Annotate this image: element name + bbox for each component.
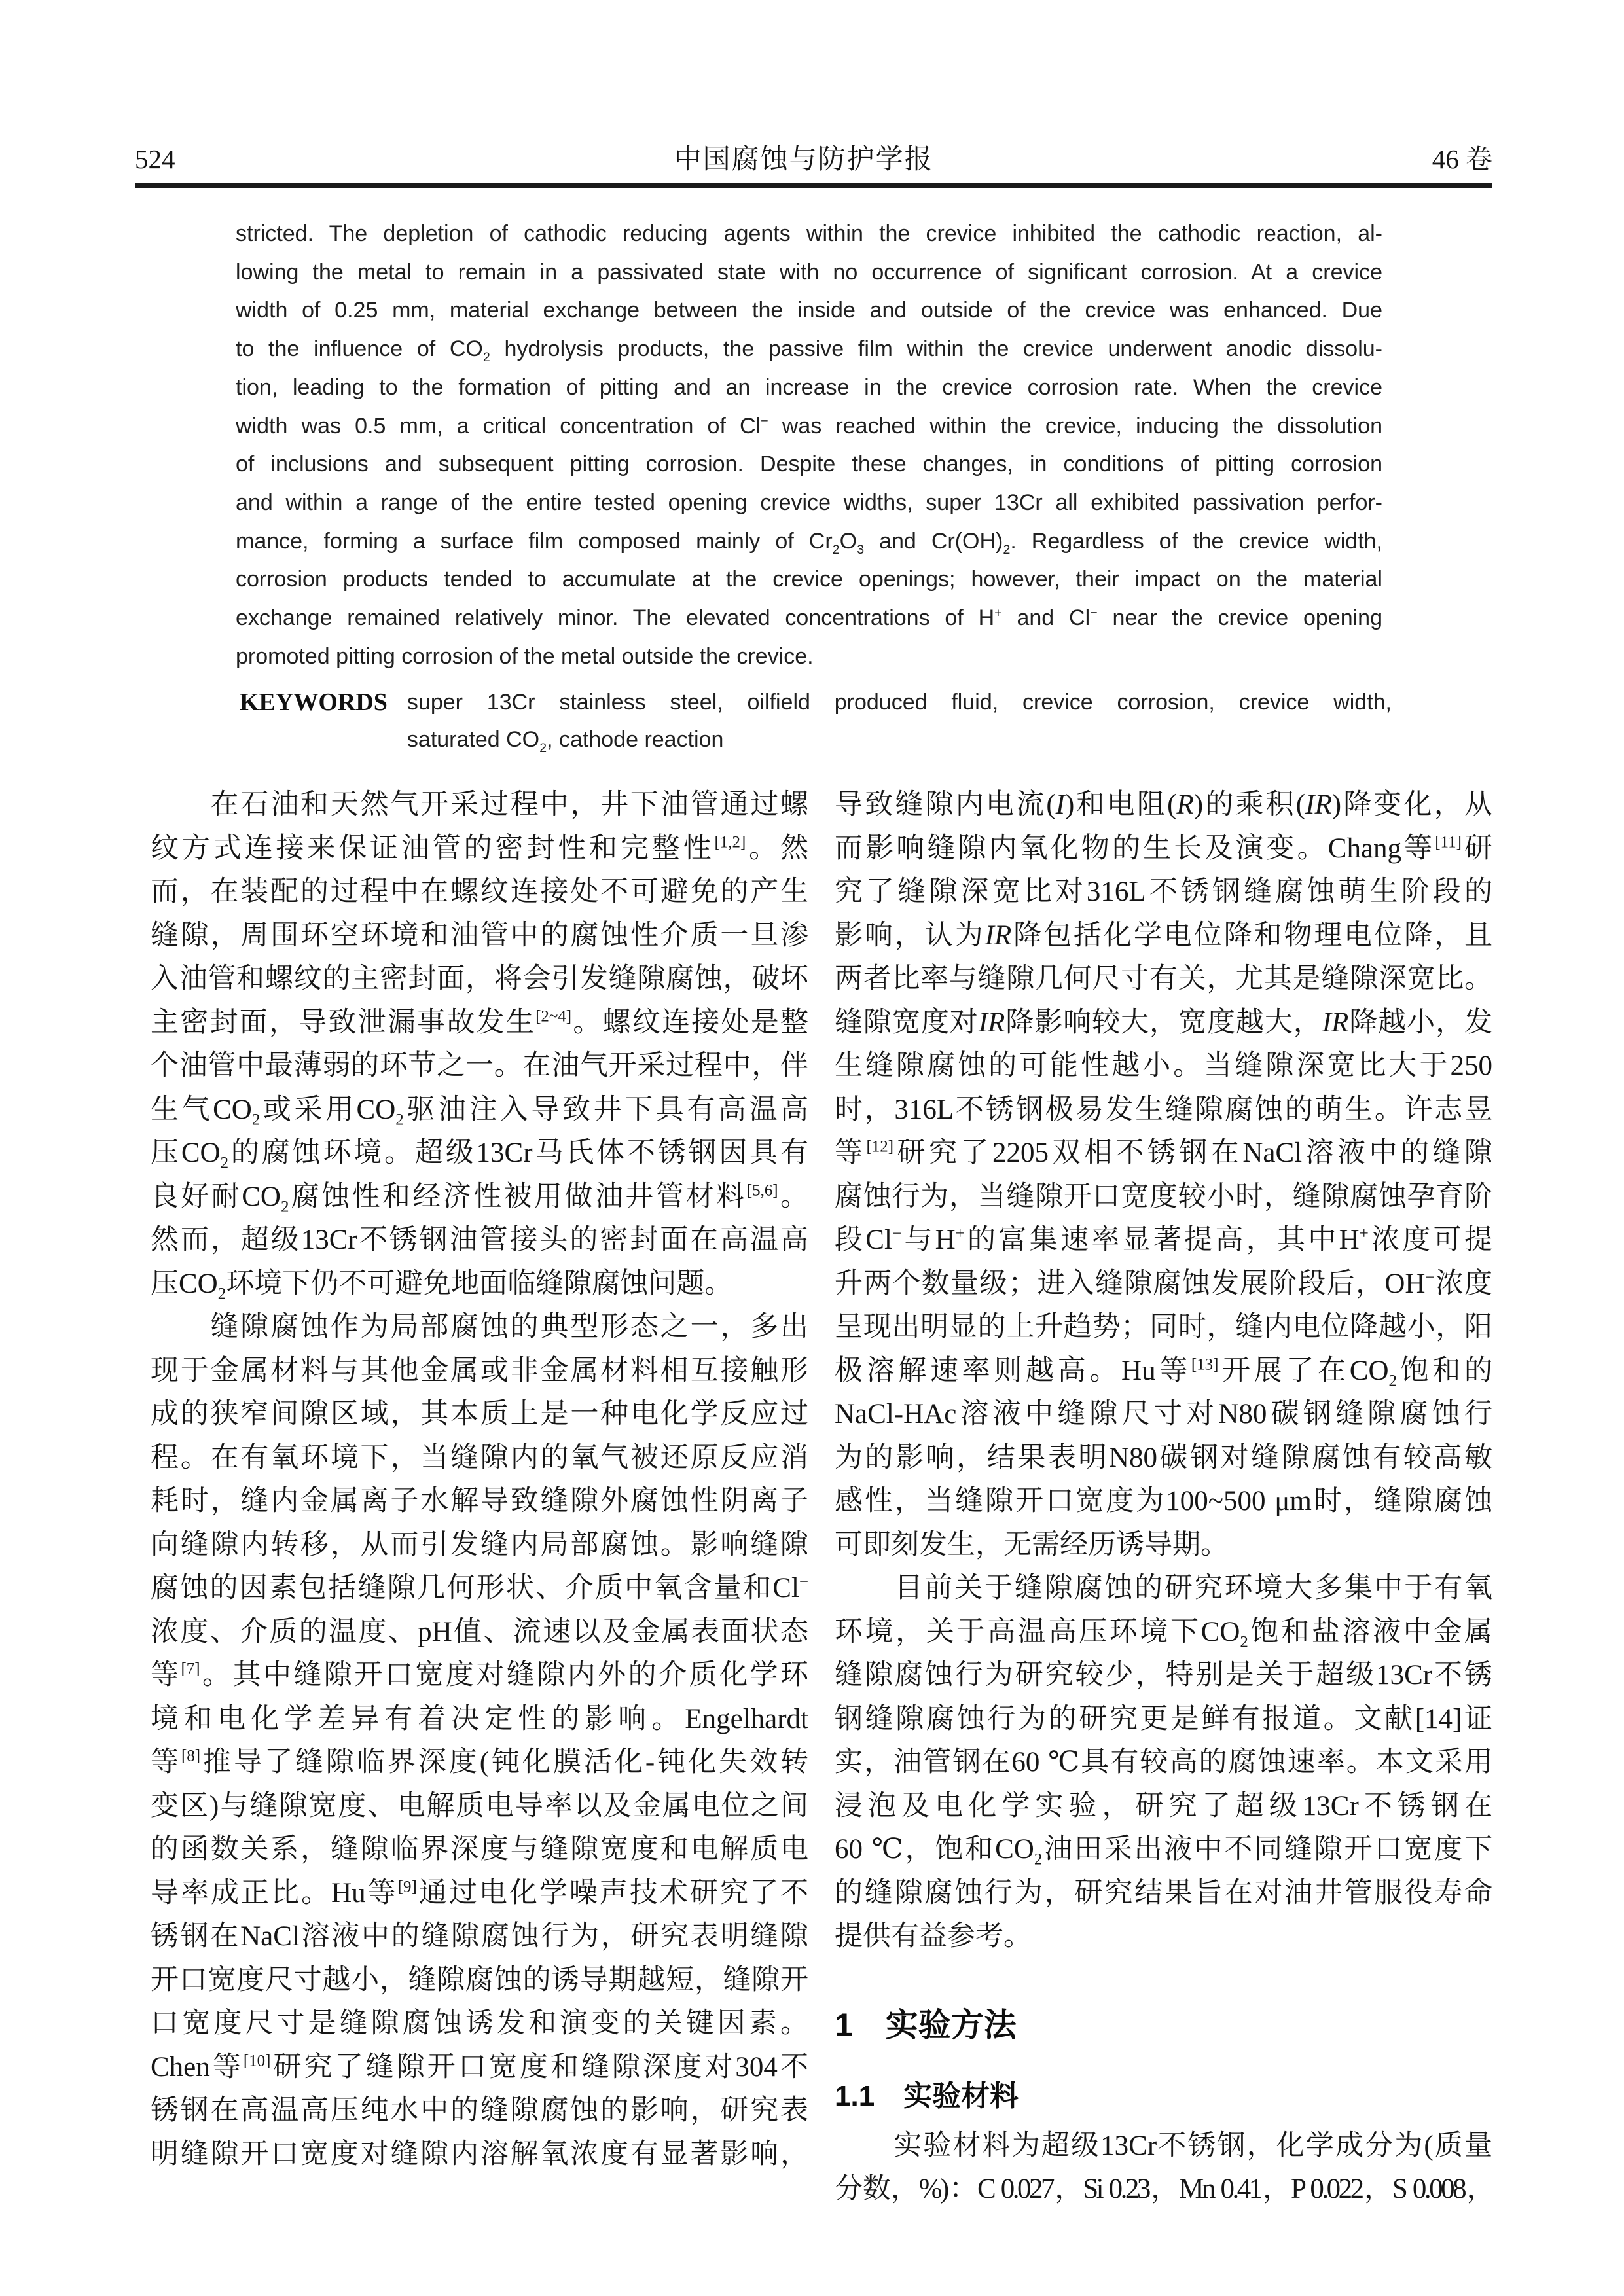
text-line: 向缝隙内转移，从而引发缝内局部腐蚀。影响缝隙 bbox=[151, 1529, 808, 1560]
text-line: and within a range of the entire tested opening crevice widths, super 13Cr all exhibited passivation perfor- bbox=[236, 490, 1382, 515]
text-line: 两者比率与缝隙几何尺寸有关，尤其是缝隙深宽比。 bbox=[835, 963, 1492, 994]
text-line: 明缝隙开口宽度对缝隙内溶解氧浓度有显著影响， bbox=[151, 2138, 808, 2170]
text-line: 腐蚀的因素包括缝隙几何形状、介质中氧含量和Cl− bbox=[151, 1573, 808, 1604]
text-line: tion, leading to the formation of pitting and an increase in the crevice corrosion rate. When the crevice bbox=[236, 374, 1382, 400]
text-line: 为的影响，结果表明N80碳钢对缝隙腐蚀有较高敏 bbox=[835, 1442, 1492, 1473]
text-line: 个油管中最薄弱的环节之一。在油气开采过程中，伴 bbox=[151, 1050, 808, 1081]
text-line: 呈现出明显的上升趋势；同时，缝内电位降越小，阳 bbox=[835, 1312, 1492, 1342]
text-line: 压$CO_2$环境下仍不可避免地面临缝隙腐蚀问题。 bbox=[151, 1268, 733, 1303]
text-line: 腐蚀行为，当缝隙开口宽度较小时，缝隙腐蚀孕育阶 bbox=[835, 1181, 1492, 1212]
text-line: 可即刻发生，无需经历诱导期。 bbox=[835, 1529, 1229, 1560]
abstract-continuation bbox=[236, 215, 1382, 675]
text-line: 感性，当缝隙开口宽度为100~500 μm时，缝隙腐蚀 bbox=[835, 1486, 1492, 1516]
text-line: 环境，关于高温高压环境下$CO_2$饱和盐溶液中金属 bbox=[835, 1616, 1493, 1651]
text-line: 提供有益参考。 bbox=[835, 1921, 1032, 1952]
text-line: 等[8]推导了缝隙临界深度(钝化膜活化-钝化失效转 bbox=[151, 1747, 808, 1778]
page-header bbox=[135, 143, 1492, 176]
text-line: super 13Cr stainless steel, oilfield produced fluid, crevice corrosion, crevice width, bbox=[406, 690, 1392, 715]
right-column bbox=[835, 783, 1492, 2212]
keywords-text bbox=[407, 684, 1392, 759]
text-line: 主密封面，导致泄漏事故发生[2~4]。螺纹连接处是整 bbox=[151, 1007, 809, 1038]
text-line: 入油管和螺纹的主密封面，将会引发缝隙腐蚀，破坏 bbox=[151, 963, 808, 994]
text-line: 而，在装配的过程中在螺纹连接处不可避免的产生 bbox=[151, 876, 808, 907]
text-line: 现于金属材料与其他金属或非金属材料相互接触形 bbox=[151, 1355, 808, 1386]
journal-title: 中国腐蚀与防护学报 bbox=[674, 145, 933, 175]
text-line: 而影响缝隙内氧化物的生长及演变。Chang等[11]研 bbox=[835, 833, 1492, 864]
text-line: 开口宽度尺寸越小，缝隙腐蚀的诱导期越短，缝隙开 bbox=[151, 1964, 808, 1996]
section-1-1-heading: 1.1 实验材料 bbox=[835, 2079, 1019, 2112]
materials-paragraph bbox=[835, 2125, 1492, 2212]
text-line: stricted. The depletion of cathodic reducing agents within the crevice inhibited the cathodic reaction, al- bbox=[236, 221, 1382, 246]
text-line: 等[12]研究了2205双相不锈钢在NaCl溶液中的缝隙 bbox=[835, 1138, 1492, 1168]
text-line: 60 ℃，饱和$CO_2$油田采出液中不同缝隙开口宽度下 bbox=[835, 1834, 1492, 1869]
keywords-section bbox=[240, 684, 1392, 759]
text-line: 缝隙，周围环空环境和油管中的腐蚀性介质一旦渗 bbox=[151, 920, 808, 951]
text-line: 导率成正比。Hu等[9]通过电化学噪声技术研究了不 bbox=[151, 1877, 809, 1909]
text-line: 分数，%)：C 0.027，Si 0.23，Mn 0.41，P 0.022，S 0.008， bbox=[835, 2174, 1492, 2204]
text-line: 段Cl−与H+的富集速率显著提高，其中H+浓度可提 bbox=[835, 1225, 1492, 1255]
text-line: 影响，认为IR降包括化学电位降和物理电位降，且 bbox=[835, 920, 1493, 951]
volume-label: 46 卷 bbox=[1432, 144, 1492, 174]
right-column-text bbox=[835, 783, 1492, 1959]
text-line: of inclusions and subsequent pitting corrosion. Despite these changes, in conditions of pitting corrosion bbox=[236, 452, 1382, 477]
text-line: 导致缝隙内电流(I)和电阻(R)的乘积(IR)降变化，从 bbox=[835, 789, 1493, 820]
text-line: 变区)与缝隙宽度、电解质电导率以及金属电位之间 bbox=[151, 1790, 808, 1821]
text-line: 成的狭窄间隙区域，其本质上是一种电化学反应过 bbox=[151, 1399, 808, 1429]
text-line: NaCl-HAc溶液中缝隙尺寸对N80碳钢缝隙腐蚀行 bbox=[835, 1399, 1492, 1429]
text-line: 缝隙腐蚀行为研究较少，特别是关于超级13Cr不锈 bbox=[835, 1660, 1492, 1691]
text-line: 实，油管钢在60 ℃具有较高的腐蚀速率。本文采用 bbox=[835, 1747, 1492, 1778]
text-line: 时，316L不锈钢极易发生缝隙腐蚀的萌生。许志昱 bbox=[835, 1094, 1492, 1125]
text-line: 生气$CO_2$或采用$CO_2$驱油注入导致井下具有高温高 bbox=[151, 1094, 809, 1129]
text-line: Chen等[10]研究了缝隙开口宽度和缝隙深度对304不 bbox=[151, 2051, 808, 2083]
text-line: 缝隙宽度对IR降影响较大，宽度越大，IR降越小，发 bbox=[835, 1007, 1493, 1038]
text-line: 然而，超级13Cr不锈钢油管接头的密封面在高温高 bbox=[151, 1225, 808, 1255]
text-line: 锈钢在NaCl溶液中的缝隙腐蚀行为，研究表明缝隙 bbox=[151, 1921, 808, 1952]
text-line: width was 0.5 mm, a critical concentration of Cl− was reached within the crevice, inducing the dissolution bbox=[236, 413, 1382, 439]
text-line: 极溶解速率则越高。Hu等[13]开展了在$CO_2$饱和的 bbox=[835, 1355, 1493, 1390]
text-line: 钢缝隙腐蚀行为的研究更是鲜有报道。文献[14]证 bbox=[835, 1703, 1492, 1734]
section-1-heading: 1 实验方法 bbox=[835, 2006, 1017, 2043]
header-rule bbox=[135, 183, 1492, 188]
text-line: 程。在有氧环境下，当缝隙内的氧气被还原反应消 bbox=[151, 1442, 808, 1473]
text-line: 压$CO_2$的腐蚀环境。超级13Cr马氏体不锈钢因具有 bbox=[151, 1138, 809, 1172]
article-body bbox=[151, 783, 1492, 2212]
text-line: 目前关于缝隙腐蚀的研究环境大多集中于有氧 bbox=[835, 1573, 1492, 1604]
page-number: 524 bbox=[135, 144, 175, 174]
left-column bbox=[151, 783, 808, 2212]
keywords-label: KEYWORDS bbox=[240, 689, 388, 716]
text-line: 纹方式连接来保证油管的密封性和完整性[1,2]。然 bbox=[151, 833, 809, 864]
text-line: 生缝隙腐蚀的可能性越小。当缝隙深宽比大于250 bbox=[835, 1050, 1492, 1081]
text-line: 浓度、介质的温度、pH值、流速以及金属表面状态 bbox=[151, 1616, 808, 1647]
text-line: 口宽度尺寸是缝隙腐蚀诱发和演变的关键因素。 bbox=[151, 2008, 808, 2039]
text-line: saturated $CO_2$, cathode reaction bbox=[406, 727, 724, 755]
text-line: to the influence of $CO_2$ hydrolysis products, the passive film within the crevice underwent anodic dissolu- bbox=[236, 336, 1382, 365]
text-line: corrosion products tended to accumulate at the crevice openings; however, their impact on the material bbox=[236, 567, 1382, 592]
text-line: promoted pitting corrosion of the metal outside the crevice. bbox=[236, 643, 814, 669]
text-line: 良好耐$CO_2$腐蚀性和经济性被用做油井管材料[5,6]。 bbox=[151, 1181, 809, 1216]
text-line: 实验材料为超级13Cr不锈钢，化学成分为(质量 bbox=[835, 2130, 1492, 2161]
text-line: 境和电化学差异有着决定性的影响。Engelhardt bbox=[151, 1703, 808, 1734]
text-line: 锈钢在高温高压纯水中的缝隙腐蚀的影响，研究表 bbox=[151, 2095, 808, 2126]
text-line: mance, forming a surface film composed mainly of $Cr_2O_3$ and $Cr(OH)_2$. Regardless of the crevice width, bbox=[236, 528, 1382, 557]
text-line: 升两个数量级；进入缝隙腐蚀发展阶段后，OH−浓度 bbox=[835, 1268, 1493, 1299]
text-line: 的函数关系，缝隙临界深度与缝隙宽度和电解质电 bbox=[151, 1834, 808, 1865]
text-line: 浸泡及电化学实验，研究了超级13Cr不锈钢在 bbox=[835, 1790, 1492, 1821]
text-line: 缝隙腐蚀作为局部腐蚀的典型形态之一，多出 bbox=[151, 1312, 808, 1342]
text-line: 等[7]。其中缝隙开口宽度对缝隙内外的介质化学环 bbox=[151, 1660, 809, 1691]
text-line: lowing the metal to remain in a passivated state with no occurrence of significant corrosion. At a crevice bbox=[236, 259, 1382, 285]
text-line: width of 0.25 mm, material exchange between the inside and outside of the crevice was enhanced. Due bbox=[236, 298, 1382, 323]
text-line: exchange remained relatively minor. The elevated concentrations of H+ and Cl− near the crevice opening bbox=[236, 605, 1383, 631]
text-line: 究了缝隙深宽比对316L不锈钢缝腐蚀萌生阶段的 bbox=[835, 876, 1492, 907]
text-line: 的缝隙腐蚀行为，研究结果旨在对油井管服役寿命 bbox=[835, 1877, 1492, 1909]
text-line: 耗时，缝内金属离子水解导致缝隙外腐蚀性阴离子 bbox=[151, 1486, 808, 1516]
text-line: 在石油和天然气开采过程中，井下油管通过螺 bbox=[151, 789, 808, 820]
